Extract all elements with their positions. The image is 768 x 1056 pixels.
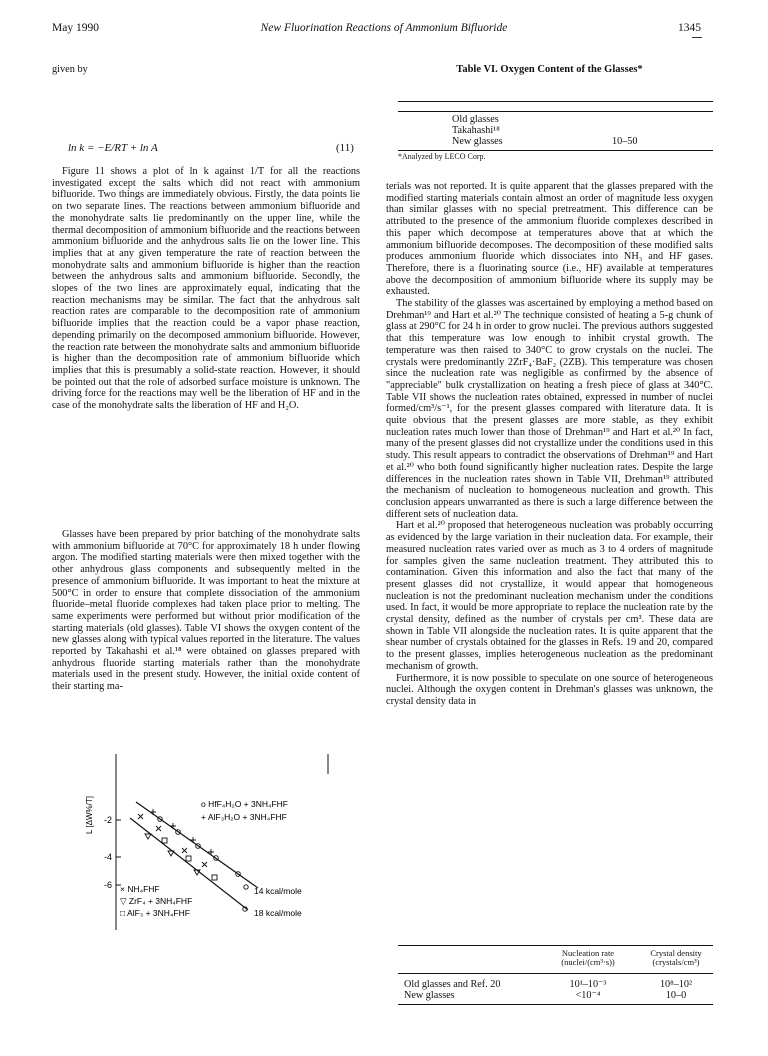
line-label-18-kcal: 18 kcal/mole xyxy=(254,908,302,918)
table-7-row-old-label: Old glasses and Ref. 20 xyxy=(404,979,501,990)
arrhenius-plot xyxy=(85,752,334,932)
header-tick-rule xyxy=(692,37,702,38)
equation-11: ln k = −E/RT + ln A xyxy=(68,142,158,154)
table-6-header-rule xyxy=(398,111,713,112)
col1-header-line2: (nuclei/(cm³·s)) xyxy=(561,957,615,967)
table-6-value-new: 10–50 xyxy=(612,136,638,147)
table-7-row-new-density: 10–0 xyxy=(665,990,687,1001)
col2-header-line1: Crystal density xyxy=(650,948,702,958)
legend-zrf4: ▽ ZrF₄ + 3NH₄FHF xyxy=(120,896,193,906)
given-by-text: given by xyxy=(52,64,88,75)
table-6-footnote: *Analyzed by LECO Corp. xyxy=(398,152,486,161)
figure-11 xyxy=(85,752,334,932)
page-number: 1345 xyxy=(678,22,701,34)
table-6-title: Table VI. Oxygen Content of the Glasses* xyxy=(456,64,643,75)
legend-hff4: o HfF₄H₂O + 3NH₄FHF xyxy=(201,799,288,809)
equation-number: (11) xyxy=(336,142,354,154)
y-axis-label: L [ΔW%/T] xyxy=(85,796,94,834)
legend-alf3: □ AlF₃ + 3NH₄FHF xyxy=(120,908,190,918)
table-6-bottom-rule xyxy=(398,150,713,151)
y-tick-label-minus4: -4 xyxy=(103,852,112,862)
right-paragraph-block xyxy=(386,181,713,708)
y-tick-label-minus2: -2 xyxy=(103,815,112,825)
legend-nh4fhf: × NH₄FHF xyxy=(120,884,160,894)
table-7-row-new-rate: <10⁻⁴ xyxy=(575,990,601,1001)
table-7-top-rule xyxy=(398,945,713,946)
table-7-col1-header xyxy=(548,949,628,967)
table-7-header-rule xyxy=(398,973,713,974)
y-tick-label-minus6: -6 xyxy=(103,880,112,890)
left-paragraph-2 xyxy=(52,529,360,693)
header-date: May 1990 xyxy=(52,22,99,34)
table-7-row-new-label: New glasses xyxy=(404,990,455,1001)
table-6-top-rule xyxy=(398,101,713,102)
table-6-row-new: New glasses xyxy=(452,136,503,147)
left-para-1-text: Figure 11 shows a plot of ln k against 1/T for all the reactions investigated except the salts which did not react with ammonium bifluoride. Two things are immediately obvious. Firstly, the data points lie on two separate lines. The reactions between ammonium bifluoride and the monohydrate salts lie predominantly on the upper line, while the thermal decomposition of ammonium bifluoride and the reactions between ammonium bifluoride and the anhydrous salts lie on the lower line. This implies that at any given temperature the rate of reaction between the monohydrate salts and ammonium bifluoride is higher than the reaction between the anhydrous salts and ammonium bifluoride. Secondly, the slopes of the two lines are approximately equal, indicating that the reaction mechanisms may be similar. The fact that the anhydrous salt reaction rates are comparable to the decomposition rate of ammonium bifluoride implies that the reaction could be a vapor phase reaction, depending primarily on the decomposed ammonium bifluoride. However, the reaction rate between the monohydrate salts and ammonium bifluoride is higher than the decomposition rate of ammonium bifluoride which implies that this is presumably a solid-state reaction. However, it should be pointed out that the role of adsorbed surface moisture is unknown. The driving force for the reactions may well be the liberation of HF and in the case of the monohydrate salts the liberation of HF and H₂O. xyxy=(52,166,360,412)
col1-header-line1: Nucleation rate xyxy=(561,948,615,958)
right-para-3-text: Hart et al.²⁰ proposed that heterogeneous nucleation was probably occurring as evidenced by the large variation in their nucleation data. For example, their measured nucleation rates varied over as much as 3 to 4 orders of magnitude for samples given the same nucleation treatment. They attributed this to contamination. Given this information and also the fact that many of the present glasses did not crystallize, it would appear that homogeneous nucleation is not the predominant nucleation mechanism under the conditions used. In fact, it would be more appropriate to replace the nucleation rate by the crystal density, defined as the number of crystals per cm³. These data are shown in Table VII alongside the nucleation rates. It is quite apparent that the shear number of crystals obtained for the glasses in Refs. 19 and 20, compared to the present glasses, implies heterogeneous nucleation as the predominant mechanism of growth. xyxy=(386,520,713,672)
table-7-row-old-rate: 10¹–10⁻³ xyxy=(569,979,607,990)
table-7-col2-header xyxy=(636,949,716,967)
table-7-row-old-density: 10⁸–10² xyxy=(659,979,693,990)
legend-alf3-hydrate: + AlF₃H₂O + 3NH₄FHF xyxy=(201,812,287,822)
right-para-1-text: terials was not reported. It is quite apparent that the glasses prepared with the modified starting materials contain almost an order of magnitude less oxygen than similar glasses with no special pretreatment. This difference can be attributed to the presence of the ammonium fluoride complexes described in this paper which decompose at temperatures above that at which the ammonium bifluoride decomposes. The decomposition of these modified salts produces ammonium fluoride which dissociates into NH₃ and HF gases. Therefore, there is a fluorinating source (i.e., HF) available at temperatures above the decomposition of ammonium bifluoride where its supply may be exhausted. xyxy=(386,181,713,298)
table-7-bottom-rule xyxy=(398,1004,713,1005)
left-paragraph-1 xyxy=(52,166,360,412)
header-title: New Fluorination Reactions of Ammonium Bifluoride xyxy=(260,22,508,34)
left-para-2-text: Glasses have been prepared by prior batching of the monohydrate salts with ammonium bifluoride at 70°C for approximately 18 h under flowing argon. The modified starting materials were then mixed together with the other anhydrous glass components and subsequently melted in the presence of ammonium bifluoride. It was important to heat the mixture at 500°C in order to ensure that complete dissociation of the ammonium fluoride–metal fluoride complexes had taken place prior to melting. The same experiments were performed but without prior modification of the starting materials (old glasses). Table VI shows the oxygen content of the new glasses along with typical values reported in the literature. The values reported by Takahashi et al.¹⁸ were obtained on glasses prepared with anhydrous fluoride starting materials rather than the monohydrate materials used in the present study. However, the initial oxide content of their starting ma- xyxy=(52,529,360,693)
table-6-row-takahashi: Takahashi¹⁸ xyxy=(452,125,500,136)
line-label-14-kcal: 14 kcal/mole xyxy=(254,886,302,896)
col2-header-line2: (crystals/cm³) xyxy=(652,957,700,967)
table-6-row-old: Old glasses xyxy=(452,114,499,125)
right-para-2-text: The stability of the glasses was ascertained by employing a method based on Drehman¹⁹ and Hart et al.²⁰ The technique consisted of heating a 5-g chunk of glass at 290°C for 24 h in order to grow nuclei. The previous authors suggested that this temperature was low enough to inhibit crystal growth. The temperature was then raised to 340°C to grow crystals on the nuclei. The crystals were predominantly 2ZrF₄·BaF₂ (2ZB). This temperature was chosen since the nucleation rate was negligible as confirmed by the absence of "appreciable" bulk crystallization on heating a fresh piece of glass at 340°C. Table VII shows the nucleation rates obtained, expressed in number of nuclei formed/cm³/s⁻¹, for the present glasses compared with literature data. It is quite obvious that the present glasses are more stable, as they exhibit nucleation rates much lower than those of Drehman¹⁹ and Hart et al.²⁰ In fact, many of the present glasses did not crystallize under the conditions used in this study. This result appears to contradict the observations of Drehman¹⁹ and Hart et al.²⁰ who both found significantly higher nucleation rates. Despite the large differences in the nucleation rates shown in Table VII, Drehman¹⁹ attributed the mechanism of nucleation to homogeneous nucleation and growth. This conclusion appears unwarranted as there is such a large difference between the different sets of nucleation data. xyxy=(386,298,713,520)
right-para-4-text: Furthermore, it is now possible to speculate on one source of heterogeneous nuclei. Although the oxygen content in Drehman's glasses was unknown, the crystal density data in xyxy=(386,672,713,707)
